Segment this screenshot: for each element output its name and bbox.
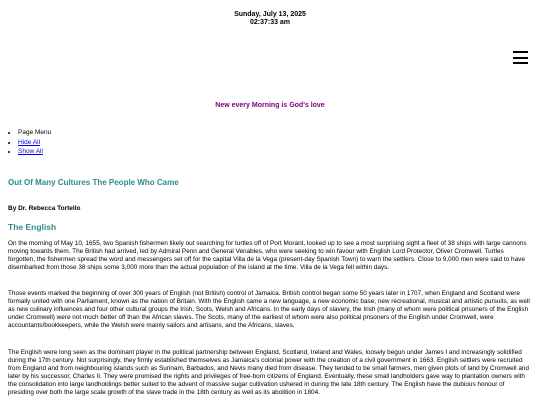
current-date: Sunday, July 13, 2025 — [234, 11, 306, 18]
hide-all-link[interactable]: Hide All — [18, 138, 41, 146]
article-paragraph: Those events marked the beginning of over 300 years of English (not British) control of Jamaica. British control began some 50 years later in 1707, when England and Scotland were formally united with one Parliament, known as the nation of Britain. With the English came a new language, a new economic base, new recreational, musical and artistic pursuits, as well as new culinary influences and four other cultural groups the Irish, Scots, Welsh and Africans. In the early days of slavery, the Irish (many of whom were political prisoners of the English under Cromwell) were not much better off than the African slaves. The Scots, many of the earliest of whom were also political prisoners of the English under Cromwell, were accountants/bookkeepers, while the Welsh were mainly sailors and artisans, and the Africans, slaves. — [8, 290, 530, 329]
hamburger-menu-icon[interactable] — [513, 51, 528, 64]
article-title: Out Of Many Cultures The People Who Came — [8, 178, 179, 187]
current-time: 02:37:33 am — [249, 19, 291, 26]
page-menu-title: • Page Menu — [18, 128, 51, 138]
section-heading: The English — [8, 222, 57, 232]
article-paragraph: The English were long seen as the dominant player in the political partnership between England, Scotland, Ireland and Wales, loosely begun under James I and increasingly solidified during the 17th century. Not surprisingly, they firmly established themselves as Jamaica's colonial power with the creation of a civil government in 1663. English settlers were recruited from England and from neighbouring islands such as Surinam, Barbados, and Nevis many died from disease. They tended to be small farmers, men given plots of land by Cromwell and later by his successor, Charles II. They were promised the rights and privileges of free-born citizens of England. Eventually, these small landholders gave way to plantation owners with the consolidation into large landholdings better suited to the advent of massive sugar cultivation ushered in during the late 18th century. The English have the dubious honour of presiding over both the large scale growth of the slave trade in the 18th century as well as its abolition in 1804. — [8, 349, 529, 396]
page-menu — [8, 128, 51, 157]
date-time-display — [0, 11, 540, 27]
article-author: By Dr. Rebecca Tortello — [8, 205, 81, 212]
show-all-link[interactable]: Show All — [18, 148, 43, 155]
page-motto: New every Morning is God's love — [215, 102, 325, 109]
article-paragraph: On the morning of May 10, 1655, two Spanish fishermen likely out searching for turtles off of Port Morant, looked up to see a most surprising sight a fleet of 38 ships with large cannons moving towards them. The British had arrived, led by Admiral Penn and General Venables, who were seeking to win favour with English Lord Protector, Oliver Cromwell. Turtles forgotten, the fishermen spread the word and messengers set off for the capital Villa de la Vega (present-day Spanish Town) to warn the settlers. Close to 9,000 men were said to have disembarked from those 38 ships some 3,000 more than the actual population of the island at the time. Villa de la Vega fell within days. — [8, 240, 527, 271]
